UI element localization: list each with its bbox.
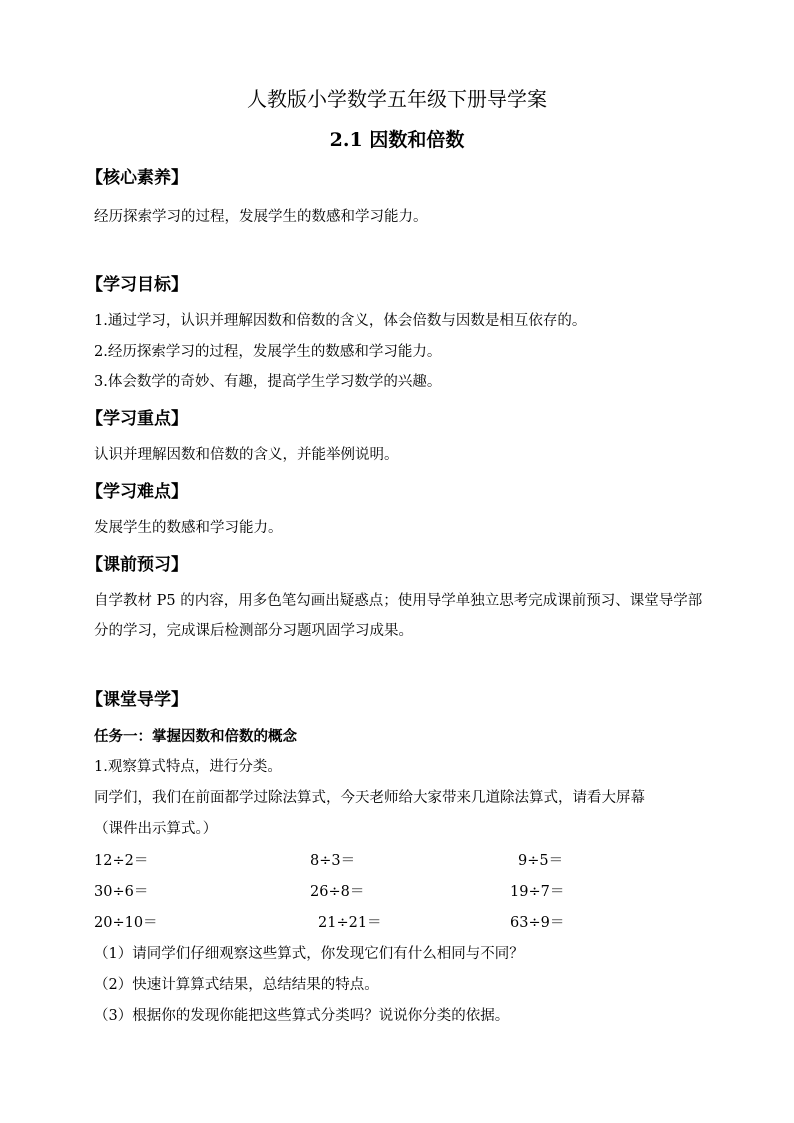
heading-preview: 【课前预习】 <box>86 555 188 575</box>
key-points-text: 认识并理解因数和倍数的含义，并能举例说明。 <box>94 447 399 463</box>
intro-text: 同学们，我们在前面都学过除法算式，今天老师给大家带来几道除法算式，请看大屏幕 <box>94 790 645 806</box>
equation: 12÷2＝ <box>94 853 149 869</box>
equation: 8÷3＝ <box>310 853 356 869</box>
equation: 20÷10＝ <box>94 915 158 931</box>
goal-item-1: 1.通过学习，认识并理解因数和倍数的含义，体会倍数与因数是相互依存的。 <box>94 313 587 329</box>
equation: 9÷5＝ <box>518 853 564 869</box>
preview-text: 自学教材 P5 的内容，用多色笔勾画出疑惑点；使用导学单独立思考完成课前预习、课堂导学部分的学习，完成课后检测部分习题巩固学习成果。 <box>94 593 703 639</box>
goal-item-2: 2.经历探索学习的过程，发展学生的数感和学习能力。 <box>94 344 442 360</box>
equation: 21÷21＝ <box>318 915 382 931</box>
goal-item-3: 3.体会数学的奇妙、有趣，提高学生学习数学的兴趣。 <box>94 374 442 390</box>
equation-row <box>94 850 706 872</box>
heading-learning-goals: 【学习目标】 <box>86 275 188 295</box>
equation: 26÷8＝ <box>310 884 365 900</box>
intro-text-2: （课件出示算式。） <box>94 821 218 837</box>
core-literacy-text: 经历探索学习的过程，发展学生的数感和学习能力。 <box>94 209 428 225</box>
equation: 63÷9＝ <box>510 915 565 931</box>
question-3: （3）根据你的发现你能把这些算式分类吗？说说你分类的依据。 <box>94 1008 510 1024</box>
question-1: （1）请同学们仔细观察这些算式，你发现它们有什么相同与不同？ <box>94 946 524 962</box>
difficulties-text: 发展学生的数感和学习能力。 <box>94 520 283 536</box>
question-2: （2）快速计算算式结果，总结结果的特点。 <box>94 977 379 993</box>
step-one-text: 1.观察算式特点，进行分类。 <box>94 759 282 775</box>
heading-difficulties: 【学习难点】 <box>86 482 188 502</box>
task-one-title: 任务一：掌握因数和倍数的概念 <box>94 728 297 745</box>
heading-key-points: 【学习重点】 <box>86 409 188 429</box>
lesson-title: 2.1 因数和倍数 <box>329 129 465 151</box>
equation: 19÷7＝ <box>510 884 565 900</box>
heading-core-literacy: 【核心素养】 <box>86 168 188 188</box>
equation-row <box>94 912 706 934</box>
equation: 30÷6＝ <box>94 884 149 900</box>
equation-row <box>94 881 706 903</box>
document-title: 人教版小学数学五年级下册导学案 <box>247 87 547 111</box>
heading-class-guide: 【课堂导学】 <box>86 690 188 710</box>
